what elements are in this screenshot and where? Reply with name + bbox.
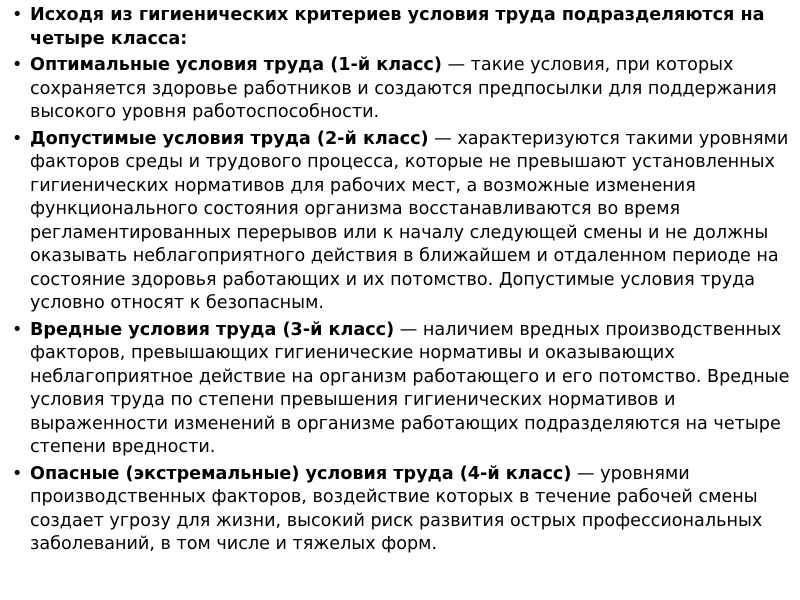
- bullet-icon: •: [12, 55, 23, 75]
- bullet-list: [12, 4, 794, 557]
- class-1-item: [12, 54, 794, 125]
- bullet-icon: •: [12, 5, 23, 25]
- class-3-term: Вредные условия труда (3-й класс): [30, 319, 395, 340]
- intro-text: Исходя из гигиенических критериев условия труда подразделяются на четыре класса:: [30, 5, 765, 49]
- bullet-icon: •: [12, 319, 23, 340]
- class-3-item: [12, 319, 794, 460]
- class-4-item: [12, 463, 794, 557]
- class-4-description: — уровнями производственных факторов, воздействие которых в течение рабочей смены создает угрозу для жизни, высокий риск развития острых профессиональных заболеваний, в том числе и тяжелых форм.: [30, 463, 763, 554]
- class-1-description: — такие условия, при которых сохраняется здоровье работников и создаются предпосылки для поддержания высокого уровня работоспособности.: [30, 55, 777, 122]
- class-2-description: — характеризуются такими уровнями факторов среды и трудового процесса, которые не превышают установленных гигиенических нормативов для рабочих мест, а возможные изменения функционального состояния организма восстанавливаются во время регламентированных перерывов или к началу следующей смены и не должны оказывать неблагоприятного действия в ближайшем и отдаленном периоде на состояние здоровья работающих и их потомство. Допустимые условия труда условно относят к безопасным.: [30, 128, 789, 313]
- intro-item: [12, 4, 794, 51]
- class-2-item: [12, 128, 794, 316]
- bullet-icon: •: [12, 463, 23, 484]
- class-2-term: Допустимые условия труда (2-й класс): [30, 128, 429, 149]
- class-3-description: — наличием вредных производственных факторов, превышающих гигиенические нормативы и оказывающих неблагоприятное действие на организм работающего и его потомство. Вредные условия труда по степени превышения гигиенических нормативов и выраженности изменений в организме работающих подразделяются на четыре степени вредности.: [30, 319, 790, 457]
- bullet-icon: •: [12, 128, 23, 149]
- class-4-term: Опасные (экстремальные) условия труда (4-й класс): [30, 463, 572, 484]
- class-1-term: Оптимальные условия труда (1-й класс): [30, 55, 442, 75]
